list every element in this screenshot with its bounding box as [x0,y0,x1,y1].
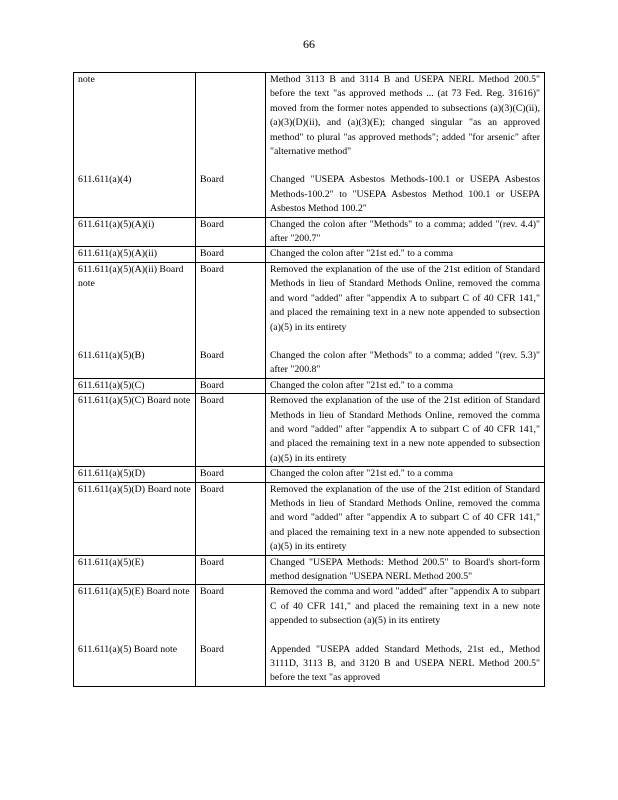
desc-text: Changed "USEPA Methods: Method 200.5" to Board's short-form method designation "USEPA NERL Method 200.5" [270,556,540,582]
cell-section [74,555,196,585]
source-text: Board [200,586,224,598]
desc-text: Removed the explanation of the use of the 21st edition of Standard Methods in lieu of Standard Methods Online, removed the comma and word "added" after "appendix A to subpart C of 40 CFR 141," and placed the remaining text in a new note appended to subsection (a)(5) in its entirety [270,395,540,464]
section-text: 611.611(a)(5)(A)(ii) [78,248,157,260]
cell-section [74,394,196,467]
section-text: 611.611(a)(5)(A)(i) [78,218,155,230]
cell-section [74,247,196,262]
cell-section [74,73,196,218]
desc-text: Changed the colon after "Methods" to a comma; added "(rev. 4.4)" after "200.7" [270,218,540,245]
table-row [74,555,545,585]
table-row [74,482,545,555]
cell-desc [266,262,545,378]
desc-text: Removed the explanation of the use of the 21st edition of Standard Methods in lieu of Standard Methods Online, removed the comma and word "added" after "appendix A to subpart C of 40 CFR 141," and placed the remaining text in a new note appended to subsection (a)(5) in its entirety [270,483,540,553]
cell-source [196,262,266,378]
table-row [74,378,545,393]
source-text: Board [200,556,224,568]
cell-desc [266,217,545,247]
source-text: Board [200,174,224,185]
cell-desc [266,482,545,555]
cell-section [74,378,196,393]
cell-section [74,585,196,686]
table-row [74,585,545,686]
cell-desc [266,585,545,686]
section-text: 611.611(a)(5)(C) [78,379,145,391]
cell-desc [266,555,545,585]
amendments-table [73,72,545,687]
desc-text: Changed "USEPA Asbestos Methods-100.1 or USEPA Asbestos Methods-100.2" to "USEPA Asbestos Method 100.1 or USEPA Asbestos Method 100.2" [270,174,540,215]
desc-text: Changed the colon after "21st ed." to a comma [270,248,453,260]
desc-text: Changed the colon after "21st ed." to a comma [270,468,453,480]
table-row [74,247,545,262]
cell-source [196,217,266,247]
section-text: 611.611(a)(5) Board note [78,643,178,655]
desc-text: Method 3113 B and 3114 B and USEPA NERL Method 200.5" before the text "as approved methods ... (at 73 Fed. Reg. 31616)" moved from the former notes appended to subsections (a)(3)(C)(ii), (a)(3)(D)(ii), and (a)(3)(E); changed singular "as an approved method" to plural "as approved methods"; added "for arsenic" after "alternative method" [270,74,540,158]
desc-text: Changed the colon after "Methods" to a comma; added "(rev. 5.3)" after "200.8" [270,349,540,376]
amendments-table-body [74,73,545,687]
source-text: Board [200,263,224,275]
page-number: 66 [303,37,315,51]
cell-source [196,394,266,467]
table-row [74,73,545,218]
section-text: 611.611(a)(5)(D) Board note [78,483,191,495]
section-text: 611.611(a)(5)(D) [78,468,146,480]
cell-section [74,262,196,378]
cell-source [196,555,266,585]
cell-desc [266,394,545,467]
cell-source [196,378,266,393]
cell-section [74,217,196,247]
source-text: Board [200,248,224,260]
desc-text: Appended "USEPA added Standard Methods, 21st ed., Method 3111D, 3113 B, and 3120 B and USEPA NERL Method 200.5" before the text "as approved [270,643,540,684]
cell-section [74,467,196,482]
section-text: 611.611(a)(4) [78,174,132,186]
desc-text: Removed the comma and word "added" after "appendix A to subpart C of 40 CFR 141," and placed the remaining text in a new note appended to subsection (a)(5) in its entirety [270,586,540,627]
cell-source [196,247,266,262]
cell-desc [266,247,545,262]
source-text: Board [200,483,224,495]
desc-text: Removed the explanation of the use of the 21st edition of Standard Methods in lieu of Standard Methods Online, removed the comma and word "added" after "appendix A to subpart C of 40 CFR 141," and placed the remaining text in a new note appended to subsection (a)(5) in its entirety [270,263,540,333]
cell-section [74,482,196,555]
source-text: Board [200,468,224,480]
cell-source [196,585,266,686]
cell-source [196,482,266,555]
section-text: 611.611(a)(5)(B) [78,349,145,361]
section-text: note [78,74,95,85]
table-row [74,394,545,467]
section-text: 611.611(a)(5)(E) [78,556,144,568]
cell-desc [266,378,545,393]
source-text: Board [200,218,224,230]
source-text: Board [200,395,224,407]
cell-source [196,73,266,218]
cell-desc [266,467,545,482]
table-row [74,262,545,378]
section-text: 611.611(a)(5)(A)(ii) Board note [78,263,184,290]
table-row [74,467,545,482]
desc-text: Changed the colon after "21st ed." to a comma [270,379,453,391]
source-text: Board [200,350,224,362]
cell-desc [266,73,545,218]
table-row [74,217,545,247]
cell-source [196,467,266,482]
section-text: 611.611(a)(5)(E) Board note [78,586,190,598]
source-text: Board [200,379,224,391]
source-text: Board [200,643,224,655]
section-text: 611.611(a)(5)(C) Board note [78,395,191,407]
